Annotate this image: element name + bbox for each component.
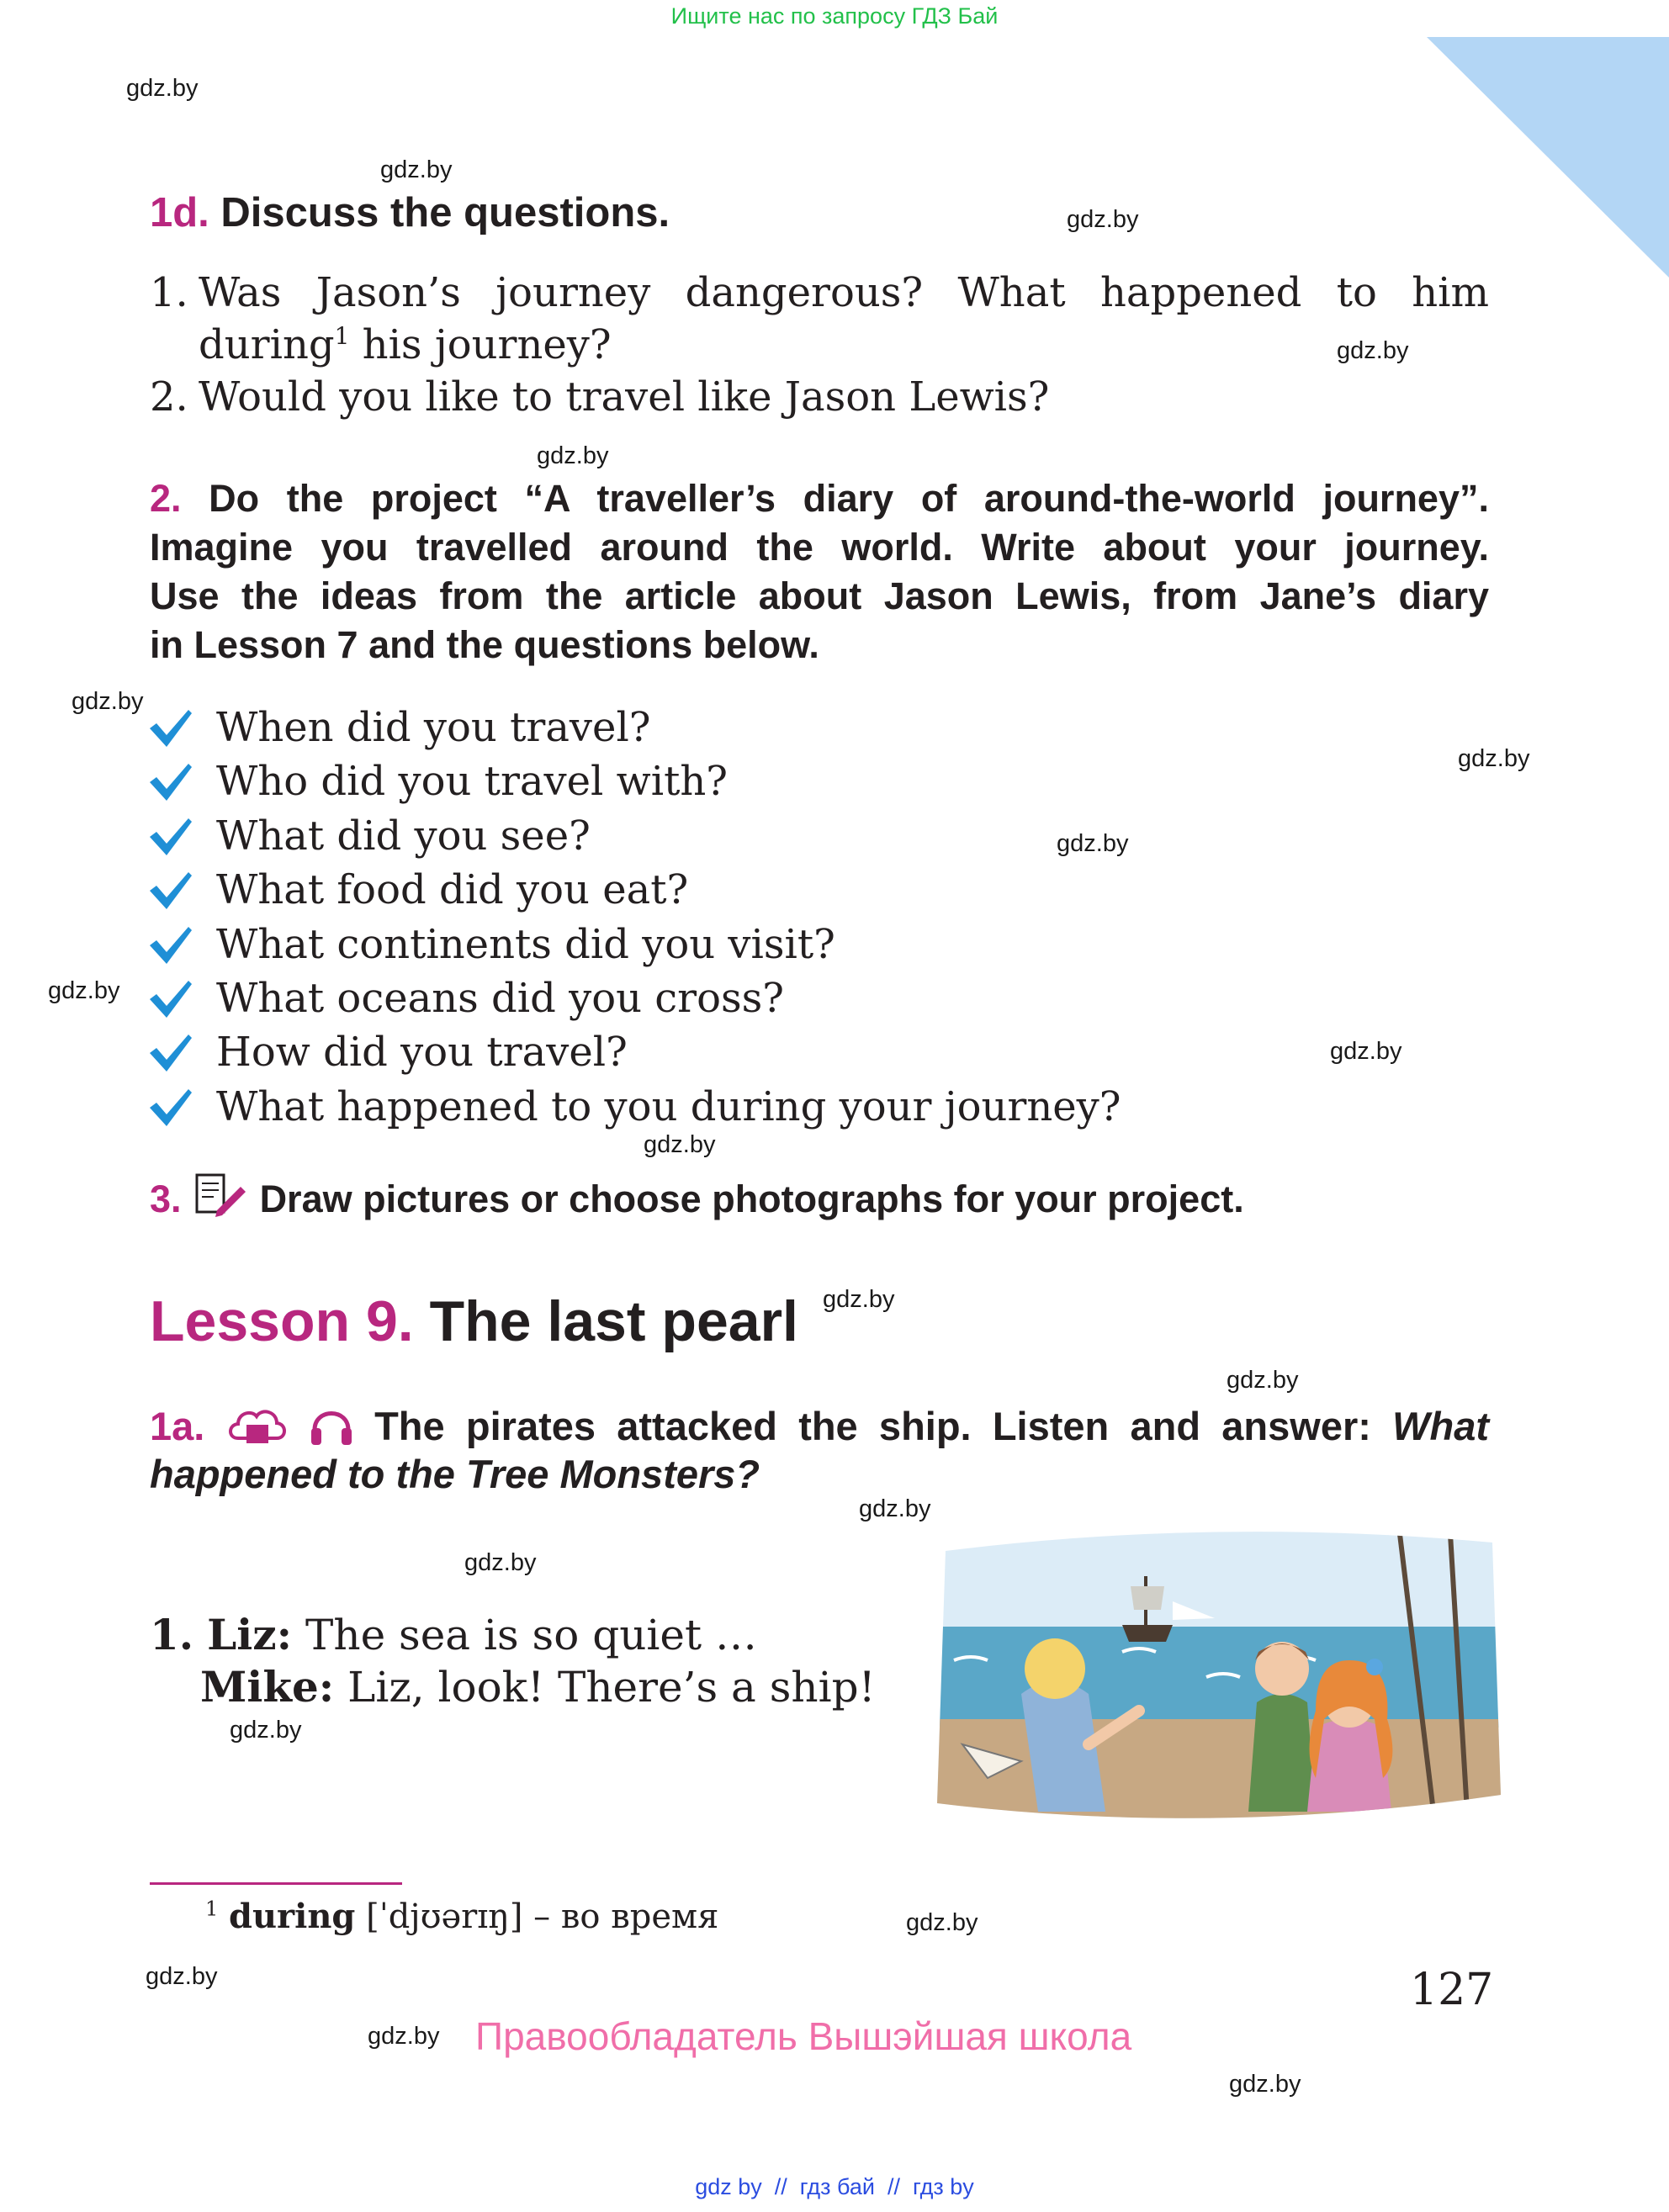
checkmark-icon — [148, 705, 193, 750]
task-number: 1a. — [150, 1404, 205, 1448]
question-text: Was Jason’s journey dangerous? What happened to him — [199, 269, 1489, 316]
pirate-ship-illustration — [929, 1526, 1502, 1828]
checkmark-icon — [148, 813, 193, 859]
cloud-folder-icon — [226, 1401, 289, 1448]
footnote-divider — [150, 1882, 402, 1886]
task-text: Draw pictures or choose photographs for your project. — [259, 1177, 1244, 1220]
dialog-line: Mike: Liz, look! There’s a ship! — [200, 1662, 876, 1712]
watermark: gdz.by — [464, 1549, 537, 1576]
checklist-item: When did you travel? — [216, 704, 651, 751]
lesson-title — [150, 1289, 798, 1354]
top-banner: Ищите нас по запросу ГДЗ Бай — [670, 3, 999, 29]
watermark: gdz.by — [1057, 830, 1129, 857]
watermark: gdz.by — [380, 156, 453, 183]
watermark: gdz.by — [146, 1963, 218, 1990]
checklist-item: What continents did you visit? — [216, 921, 835, 968]
watermark: gdz.by — [1330, 1038, 1402, 1065]
speaker-name: Liz: — [207, 1610, 293, 1659]
speaker-name: Mike: — [200, 1662, 335, 1712]
watermark: gdz.by — [230, 1717, 302, 1744]
task-2-line: 2. Do the project “A traveller’s diary of around-the-world journey”. — [150, 477, 1489, 520]
task-1a-line: happened to the Tree Monsters? — [150, 1452, 760, 1496]
question-number: 1. — [150, 269, 188, 316]
task-2-line: Use the ideas from the article about Jason Lewis, from Jane’s diary — [150, 574, 1489, 617]
watermark: gdz.by — [1337, 337, 1409, 364]
lesson-name: The last pearl — [413, 1289, 798, 1353]
checklist-item: What oceans did you cross? — [216, 975, 784, 1022]
task-1a-line: 1a. The pirates attacked the ship. Listen and answer: What — [150, 1401, 1489, 1451]
task-3-heading — [150, 1173, 1489, 1224]
copyright-holder: Правообладатель Вышэйшая школа — [475, 2014, 1132, 2058]
task-2-line: Imagine you travelled around the world. Write about your journey. — [150, 526, 1489, 569]
checklist-item: How did you travel? — [216, 1029, 628, 1076]
checkmark-icon — [148, 759, 193, 804]
watermark: gdz.by — [1458, 745, 1530, 772]
task-number: 3. — [150, 1177, 182, 1220]
corner-triangle — [1427, 37, 1669, 278]
watermark: gdz.by — [1229, 2071, 1301, 2098]
watermark: gdz.by — [537, 442, 609, 469]
watermark: gdz.by — [1067, 206, 1139, 233]
lesson-number: Lesson 9. — [150, 1289, 414, 1353]
task-text: Discuss the questions. — [220, 190, 670, 235]
headphones-icon — [310, 1401, 353, 1448]
checklist-item: What did you see? — [216, 812, 591, 860]
dialog-line: 1. Liz: The sea is so quiet … — [150, 1610, 757, 1659]
task-number: 1d. — [150, 190, 209, 235]
watermark: gdz.by — [368, 2023, 440, 2050]
checklist-item: What happened to you during your journey? — [216, 1083, 1121, 1130]
watermark: gdz.by — [126, 75, 199, 102]
question-text-continued: during$^1$ his journey? — [199, 321, 612, 368]
checkmark-icon — [148, 867, 193, 913]
write-icon — [193, 1173, 247, 1217]
footnote-translation: [ˈdjʊərɪŋ] – во время — [355, 1897, 719, 1936]
footnote: $^1$ during [ˈdjʊərɪŋ] – во время — [205, 1897, 719, 1936]
checkmark-icon — [148, 922, 193, 967]
checkmark-icon — [148, 1084, 193, 1130]
question-number: 2. — [150, 373, 188, 421]
watermark: gdz.by — [859, 1495, 931, 1522]
checklist-item: What food did you eat? — [216, 866, 689, 913]
watermark: gdz.by — [823, 1286, 895, 1313]
watermark: gdz.by — [72, 688, 144, 715]
checkmark-icon — [148, 1029, 193, 1075]
watermark: gdz.by — [644, 1131, 716, 1158]
watermark: gdz.by — [906, 1909, 978, 1936]
page-number: 127 — [1410, 1965, 1494, 2015]
question-text: Would you like to travel like Jason Lewis? — [199, 373, 1050, 421]
watermark: gdz.by — [48, 977, 120, 1004]
task-2-line: in Lesson 7 and the questions below. — [150, 623, 819, 666]
footnote-marker: 1 — [334, 322, 350, 350]
task-1d-heading — [150, 188, 1489, 237]
bottom-links[interactable]: gdz by // гдз бай // гдз by — [695, 2174, 974, 2199]
footnote-word: during — [229, 1897, 356, 1936]
checklist-item: Who did you travel with? — [216, 758, 729, 805]
watermark: gdz.by — [1227, 1367, 1299, 1394]
checkmark-icon — [148, 976, 193, 1021]
task-number: 2. — [150, 477, 182, 520]
